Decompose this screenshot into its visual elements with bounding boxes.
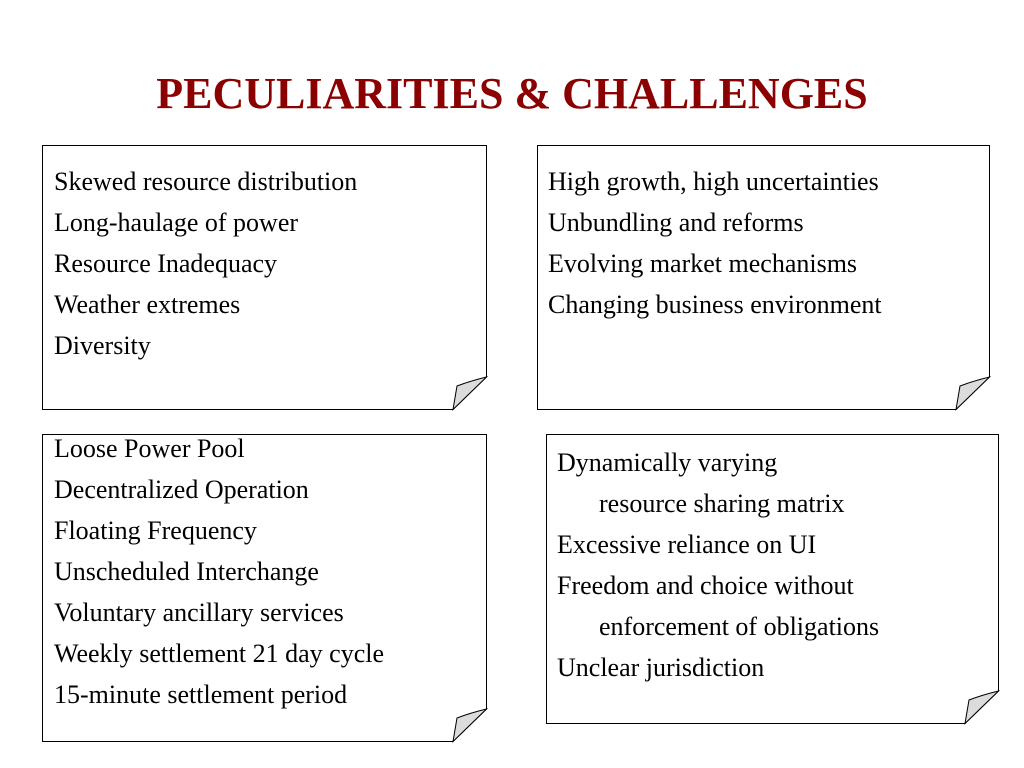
list-item: Floating Frequency [54,516,257,545]
list-item: Decentralized Operation [54,475,309,504]
list-item: Long-haulage of power [54,208,299,237]
list-item: Weather extremes [54,290,241,319]
list-item: Voluntary ancillary services [54,598,344,627]
list-item: Unscheduled Interchange [54,557,319,586]
list-item: Freedom and choice without [557,571,854,600]
list-item: Unclear jurisdiction [557,653,765,682]
note-peculiarities-market [42,434,487,742]
note-item-list [54,428,384,715]
list-item: High growth, high uncertainties [548,167,879,196]
list-item: Skewed resource distribution [54,167,358,196]
list-item: Unbundling and reforms [548,208,804,237]
list-item: Changing business environment [548,290,882,319]
list-item: 15-minute settlement period [54,680,348,709]
list-item: Weekly settlement 21 day cycle [54,639,385,668]
list-item-continuation: resource sharing matrix [599,489,845,518]
list-item: Diversity [54,331,151,360]
slide-title: PECULIARITIES & CHALLENGES [156,69,868,118]
note-item-list [54,161,357,366]
list-item: Evolving market mechanisms [548,249,858,278]
list-item: Dynamically varying [557,448,778,477]
list-item: Loose Power Pool [54,434,245,463]
list-item-continuation: enforcement of obligations [599,612,880,641]
note-item-list [557,442,879,688]
note-challenges-growth [537,145,990,410]
list-item: Resource Inadequacy [54,249,278,278]
note-challenges-obligations [546,434,999,724]
note-peculiarities-resources [42,145,487,410]
list-item: Excessive reliance on UI [557,530,817,559]
note-item-list [548,161,882,325]
